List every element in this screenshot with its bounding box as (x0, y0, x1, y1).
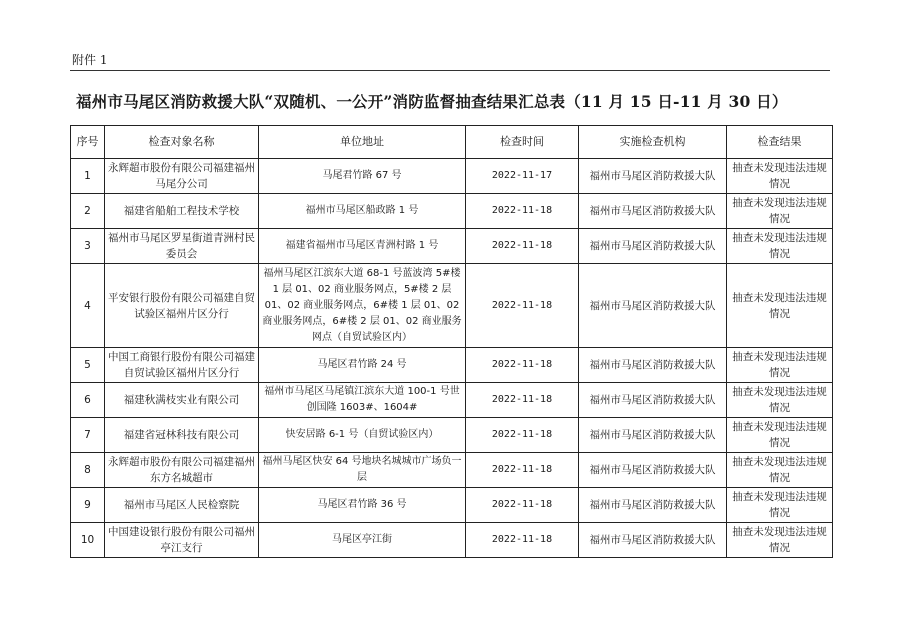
cell-date: 2022-11-18 (466, 488, 579, 523)
inspection-results-table (70, 125, 833, 558)
cell-serial-no: 5 (71, 348, 105, 383)
header-divider (70, 70, 830, 71)
cell-result: 抽查未发现违法违规情况 (727, 523, 833, 558)
cell-entity-name: 中国工商银行股份有限公司福建自贸试验区福州片区分行 (105, 348, 259, 383)
table-row (71, 159, 833, 194)
cell-result: 抽查未发现违法违规情况 (727, 418, 833, 453)
cell-result: 抽查未发现违法违规情况 (727, 159, 833, 194)
table-row (71, 418, 833, 453)
table-row (71, 229, 833, 264)
cell-result: 抽查未发现违法违规情况 (727, 348, 833, 383)
cell-result: 抽查未发现违法违规情况 (727, 383, 833, 418)
cell-entity-name: 平安银行股份有限公司福建自贸试验区福州片区分行 (105, 264, 259, 348)
cell-agency: 福州市马尾区消防救援大队 (579, 264, 727, 348)
cell-serial-no: 10 (71, 523, 105, 558)
cell-serial-no: 8 (71, 453, 105, 488)
cell-date: 2022-11-18 (466, 523, 579, 558)
table-row (71, 348, 833, 383)
cell-address: 福州市马尾区船政路 1 号 (259, 194, 466, 229)
cell-agency: 福州市马尾区消防救援大队 (579, 229, 727, 264)
cell-date: 2022-11-18 (466, 418, 579, 453)
cell-agency: 福州市马尾区消防救援大队 (579, 418, 727, 453)
cell-agency: 福州市马尾区消防救援大队 (579, 523, 727, 558)
cell-date: 2022-11-18 (466, 453, 579, 488)
cell-date: 2022-11-17 (466, 159, 579, 194)
cell-date: 2022-11-18 (466, 229, 579, 264)
cell-entity-name: 福建省冠林科技有限公司 (105, 418, 259, 453)
header-inspection-date: 检查时间 (466, 126, 579, 159)
cell-agency: 福州市马尾区消防救援大队 (579, 159, 727, 194)
cell-serial-no: 9 (71, 488, 105, 523)
table-header-row (71, 126, 833, 159)
cell-agency: 福州市马尾区消防救援大队 (579, 348, 727, 383)
cell-date: 2022-11-18 (466, 383, 579, 418)
cell-date: 2022-11-18 (466, 348, 579, 383)
cell-date: 2022-11-18 (466, 194, 579, 229)
cell-entity-name: 福建省船舶工程技术学校 (105, 194, 259, 229)
header-inspected-entity: 检查对象名称 (105, 126, 259, 159)
cell-address: 福州马尾区快安 64 号地块名城城市广场负一层 (259, 453, 466, 488)
table-row (71, 453, 833, 488)
table-row (71, 194, 833, 229)
header-address: 单位地址 (259, 126, 466, 159)
header-inspection-agency: 实施检查机构 (579, 126, 727, 159)
cell-address: 福州马尾区江滨东大道 68-1 号蓝波湾 5#楼 1 层 01、02 商业服务网点，5#楼 2 层 01、02 商业服务网点，6#楼 1 层 01、02 商业服务网点，6#楼 2 层 01、02 商业服务网点（自贸试验区内） (259, 264, 466, 348)
cell-address: 快安居路 6-1 号（自贸试验区内） (259, 418, 466, 453)
header-result: 检查结果 (727, 126, 833, 159)
cell-serial-no: 6 (71, 383, 105, 418)
cell-agency: 福州市马尾区消防救援大队 (579, 453, 727, 488)
cell-serial-no: 4 (71, 264, 105, 348)
cell-serial-no: 7 (71, 418, 105, 453)
cell-agency: 福州市马尾区消防救援大队 (579, 488, 727, 523)
cell-agency: 福州市马尾区消防救援大队 (579, 194, 727, 229)
table-row (71, 523, 833, 558)
cell-address: 马尾区君竹路 36 号 (259, 488, 466, 523)
cell-entity-name: 中国建设银行股份有限公司福州亭江支行 (105, 523, 259, 558)
header-serial-no: 序号 (71, 126, 105, 159)
cell-date: 2022-11-18 (466, 264, 579, 348)
document-title: 福州市马尾区消防救援大队“双随机、一公开”消防监督抽查结果汇总表（11 月 15 日-11 月 30 日） (76, 92, 788, 111)
attachment-label: 附件 1 (72, 53, 108, 67)
cell-entity-name: 福州市马尾区人民检察院 (105, 488, 259, 523)
cell-entity-name: 永辉超市股份有限公司福建福州东方名城超市 (105, 453, 259, 488)
cell-address: 马尾区君竹路 24 号 (259, 348, 466, 383)
cell-result: 抽查未发现违法违规情况 (727, 453, 833, 488)
cell-agency: 福州市马尾区消防救援大队 (579, 383, 727, 418)
cell-address: 马尾君竹路 67 号 (259, 159, 466, 194)
cell-entity-name: 福建秋满枝实业有限公司 (105, 383, 259, 418)
cell-result: 抽查未发现违法违规情况 (727, 488, 833, 523)
cell-address: 福州市马尾区马尾镇江滨东大道 100-1 号世创国隆 1603#、1604# (259, 383, 466, 418)
table-row (71, 488, 833, 523)
cell-result: 抽查未发现违法违规情况 (727, 264, 833, 348)
cell-serial-no: 3 (71, 229, 105, 264)
cell-serial-no: 2 (71, 194, 105, 229)
cell-address: 马尾区亭江街 (259, 523, 466, 558)
cell-address: 福建省福州市马尾区青洲村路 1 号 (259, 229, 466, 264)
table-row (71, 383, 833, 418)
cell-serial-no: 1 (71, 159, 105, 194)
cell-entity-name: 永辉超市股份有限公司福建福州马尾分公司 (105, 159, 259, 194)
cell-entity-name: 福州市马尾区罗星街道青洲村民委员会 (105, 229, 259, 264)
cell-result: 抽查未发现违法违规情况 (727, 229, 833, 264)
cell-result: 抽查未发现违法违规情况 (727, 194, 833, 229)
table-row (71, 264, 833, 348)
